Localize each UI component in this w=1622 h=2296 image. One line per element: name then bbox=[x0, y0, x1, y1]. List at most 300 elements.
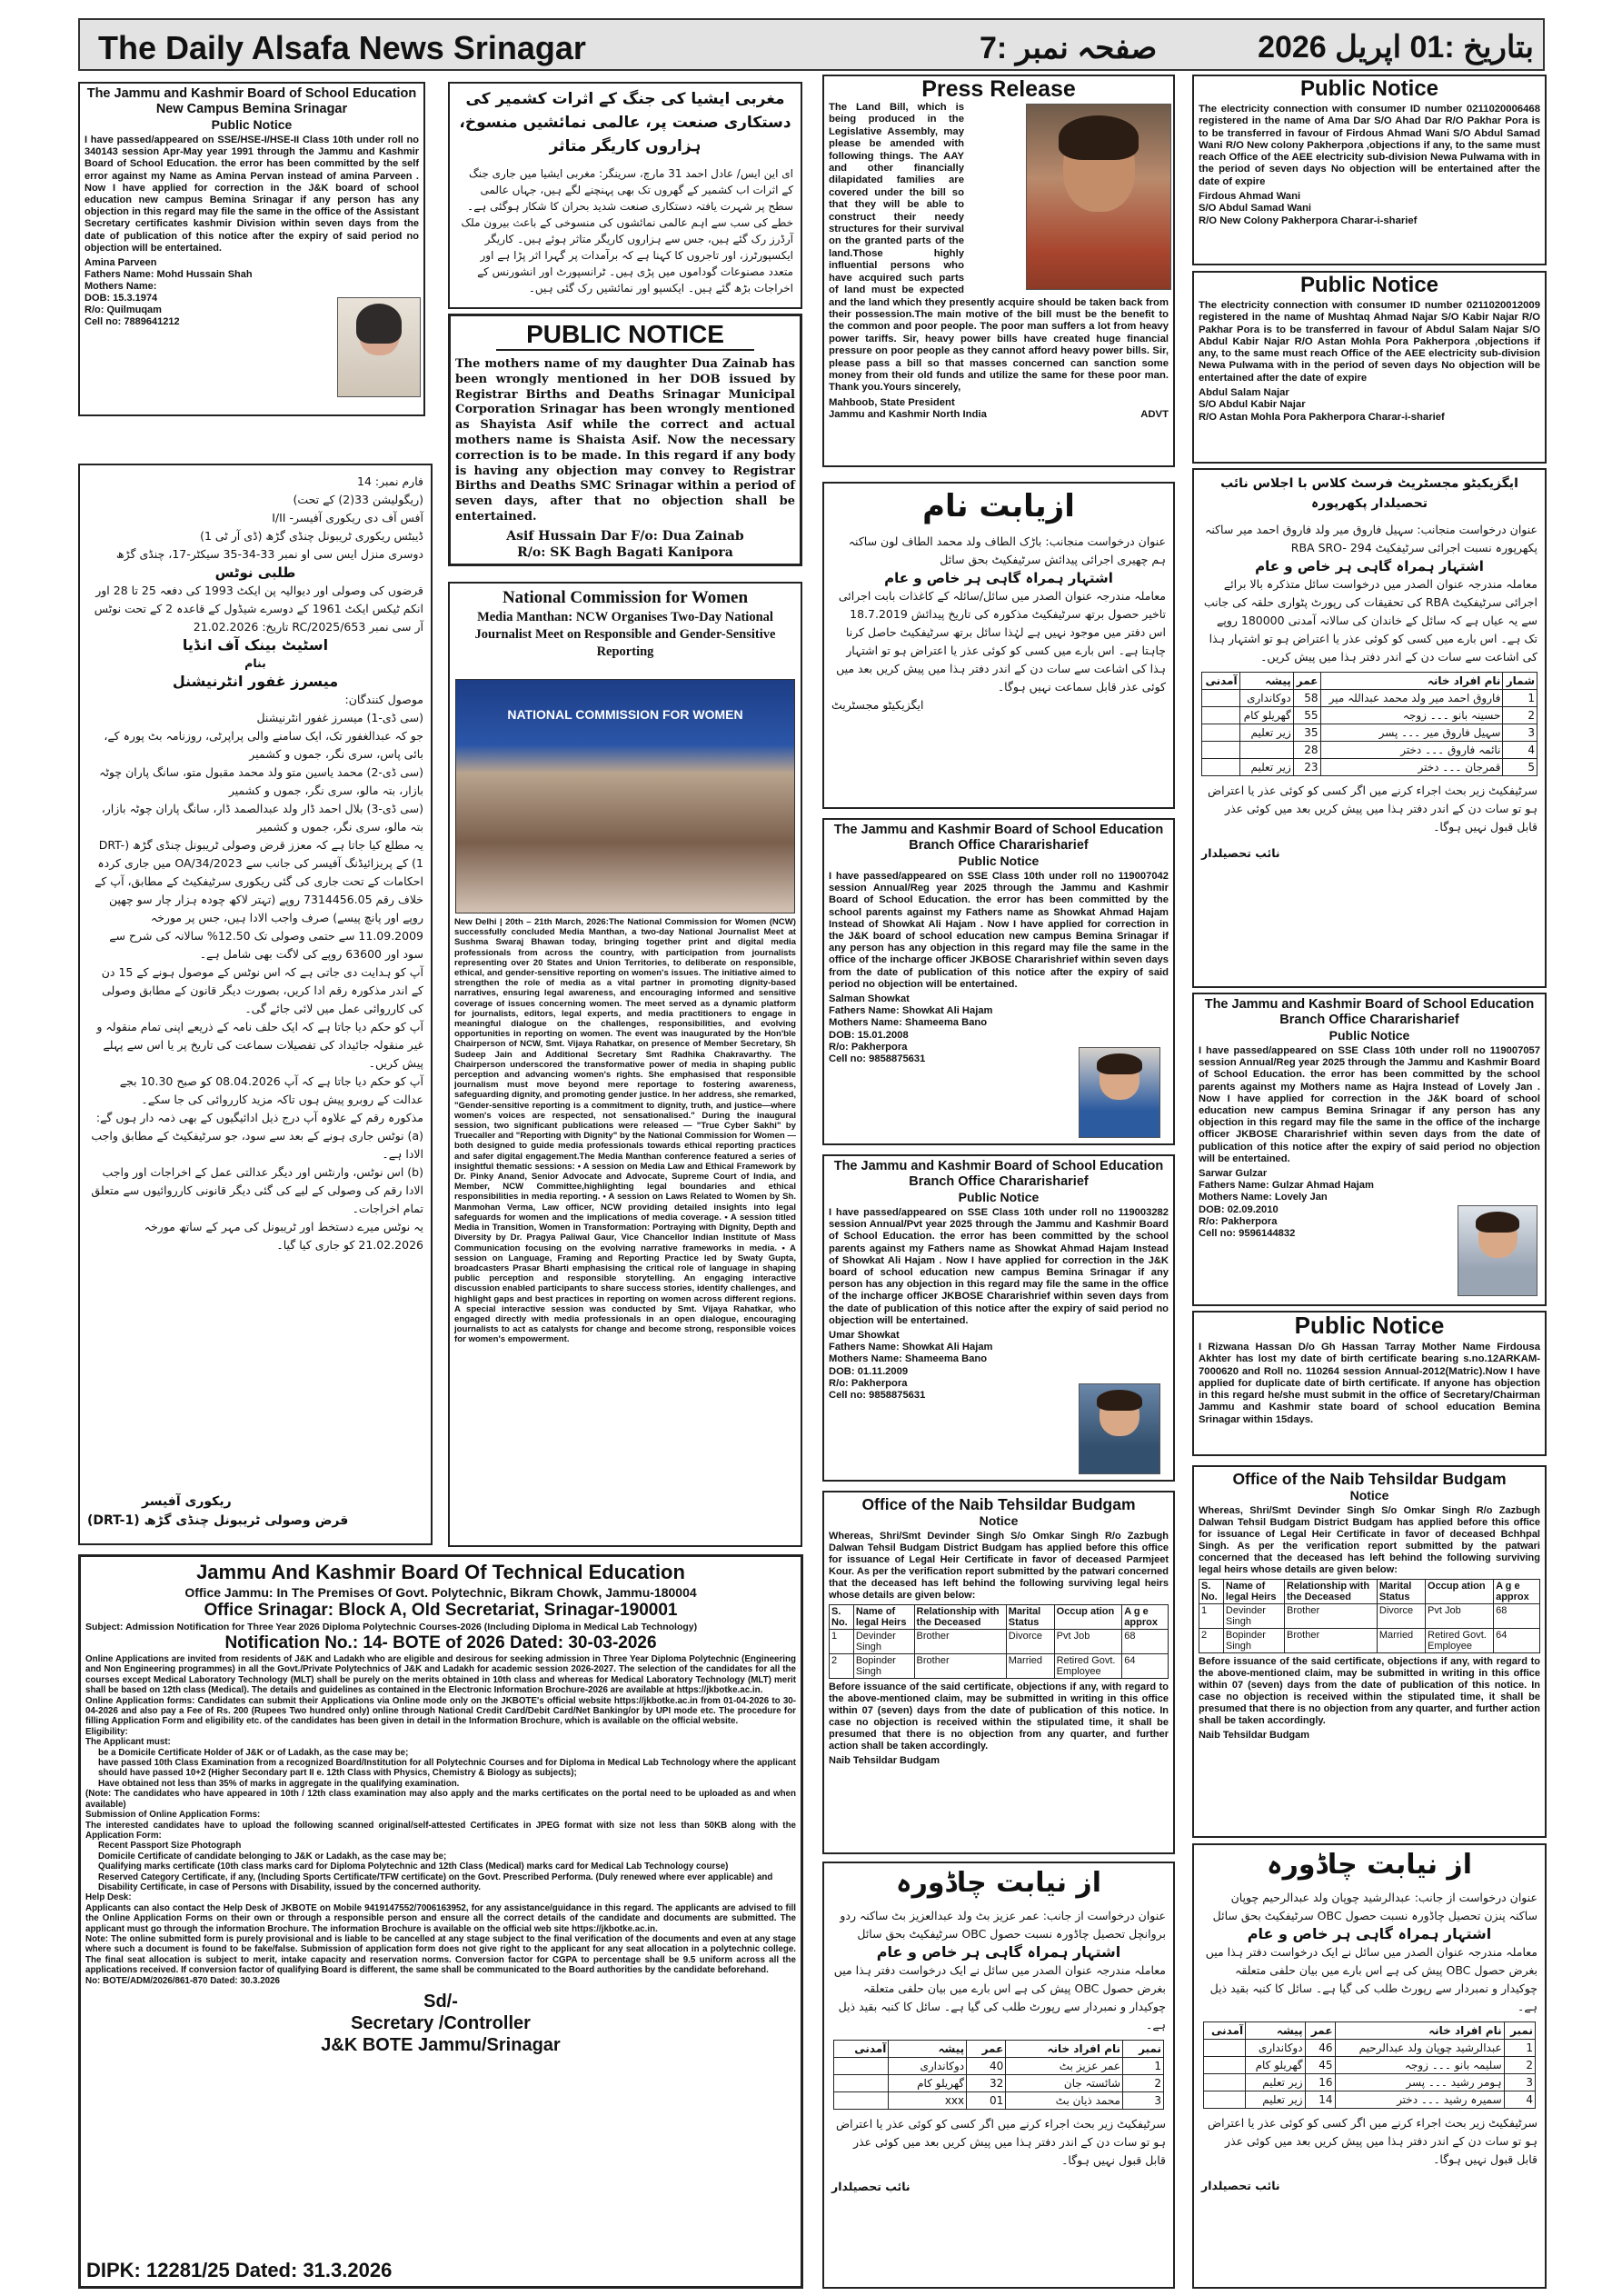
naib-tehsildar-notice-1 bbox=[822, 1491, 1175, 1854]
drt-body bbox=[80, 465, 431, 1258]
sig-father: Fathers Name: Showkat Ali Hajam bbox=[829, 1005, 993, 1017]
sig-cell: Cell no: 9858875631 bbox=[829, 1390, 926, 1402]
sig-father: Fathers Name: Mohd Hussain Shah bbox=[85, 269, 253, 281]
table-row bbox=[1202, 707, 1537, 724]
regulation: (ریگولیشن 33(2) کے تحت) bbox=[293, 493, 423, 506]
table-row bbox=[1202, 759, 1537, 776]
th-income: آمدنی bbox=[1202, 673, 1240, 690]
th-sno: S. No. bbox=[1199, 1580, 1224, 1604]
chadura-sign: نائب تحصیلدار bbox=[831, 2180, 911, 2193]
table-row bbox=[1199, 1604, 1540, 1629]
table-cell bbox=[1202, 690, 1240, 707]
family-table bbox=[1194, 670, 1545, 778]
defendant-name: میسرز غفور انٹرنیشنل bbox=[172, 673, 339, 690]
th-occupation: پیشہ bbox=[1246, 2022, 1305, 2040]
sig-residence: R/O Astan Mohla Pora Pakherpora Charar-i-sharief bbox=[1199, 411, 1445, 423]
th-occupation: پیشہ bbox=[889, 2041, 967, 2058]
exec-magistrate-notice bbox=[1192, 468, 1547, 988]
table-cell bbox=[834, 2075, 889, 2092]
drt-signature bbox=[80, 1489, 431, 1534]
ncw-article bbox=[448, 582, 802, 1547]
table-row bbox=[1202, 690, 1537, 707]
notice-body: The mothers name of my daughter Dua Zainab has been wrongly mentioned in her DOB issued by Registrar Births and Deaths Srinagar Municipal Corporation Srinagar has been wrongly mentioned as Shayista Asif while the correct and actual mothers name is Shaista Asif. Now the necessary correction is to be made. In this regard if any body is having any objection may convey to Registrar Births and Deaths SMC Srinagar within a period of seven days, after that no objection shall be entertained. bbox=[455, 357, 795, 524]
th-marital: Marital Status bbox=[1006, 1605, 1054, 1630]
applicant-photo bbox=[1458, 1205, 1537, 1296]
izabat-paragraph: معاملہ مندرجہ عنوان الصدر میں سائل/سائلہ کے کاغذات بابت اجرائی تاخیر حصول برتھ سرٹیفکیٹ مذکورہ کی تاریخ پیدائش 18.7.2019 اس دفتر میں موجود نہیں ہے لہٰذا سائل برتھ سرٹیفکیٹ حاصل کرنا چاہتا ہے۔ اس بارے میں کسی کو کوئی عذر یا اعتراض ہو تو اشتہار ہذا کی اشاعت سے سات دن کے اندر دفتر ہذا میں پیش کریں بعد میں کوئی عذر قابل سماعت نہیں ہوگا۔ bbox=[836, 589, 1166, 694]
table-cell: 32 bbox=[967, 2075, 1006, 2092]
table-row bbox=[1202, 724, 1537, 742]
bote-dipk: DIPK: 12281/25 Dated: 31.3.2026 bbox=[86, 2259, 393, 2281]
ishtihar-heading: اشتہار ہمراہ گاہی ہر خاص و عام bbox=[876, 1943, 1121, 1961]
applicant-must: The Applicant must: bbox=[85, 1737, 171, 1748]
cd3: (سی ڈی-3) بلال احمد ڈار ولد عبدالصمد ڈار، سانگ پاران چوٹہ بازار، بتہ مالو، سری نگر، جموں و کشمیر bbox=[101, 802, 423, 834]
sig-name: Sarwar Gulzar bbox=[1199, 1168, 1268, 1180]
th-age: عمر bbox=[1305, 2022, 1335, 2040]
table-cell: زیر تعلیم bbox=[1246, 2074, 1305, 2091]
th-marital: Marital Status bbox=[1377, 1580, 1425, 1604]
table-row bbox=[830, 1630, 1169, 1654]
chadura-notice-1 bbox=[822, 1862, 1175, 2289]
table-cell: شائستہ جان bbox=[1006, 2075, 1123, 2092]
table-row bbox=[1204, 2091, 1536, 2109]
elig-3: Have obtained not less than 35% of marks in aggregate in the qualifying examination. bbox=[98, 1778, 460, 1789]
urdu-news-handicraft bbox=[448, 82, 802, 309]
table-cell: 35 bbox=[1293, 724, 1320, 742]
masthead bbox=[78, 18, 1545, 71]
table-cell: Bopinder Singh bbox=[1223, 1629, 1284, 1653]
notice-body: I have passed/appeared on SSE Class 10th under roll no 119007042 session Annual/Reg year 2025 through the Jammu and Kashmir Board of School Education. the error has been committed by the school parents against my Fathers name as Showkat Ahmad Hajam Instead of Showkat Ali Hajam . Now I have applied for correction in the J&K board of school education new campus Bemina Srinagar if any person has any objection in this regard may file the same in the office of the incharge officer JKBOSE Chararishrief within seven days from the date of publication of this notice after the expiry of said period no objection will be entertained. bbox=[829, 871, 1169, 990]
sig-father: Fathers Name: Showkat Ali Hajam bbox=[829, 1342, 993, 1353]
th-occupation: Occup ation bbox=[1426, 1580, 1494, 1604]
bote-sd: Sd/- bbox=[423, 1992, 458, 2011]
magistrate-sign: ایگزیکیٹو مجسٹریٹ bbox=[831, 698, 924, 712]
applicant-photo bbox=[337, 297, 421, 397]
notice-subtitle: Public Notice bbox=[958, 854, 1040, 868]
notice-body: The electricity connection with consumer ID number 0211020006468 registered in the name of Ama Dar S/O Ahad Dar R/O Pakhar Pora is to be transferred in favour of Firdous Ahmad Wani S/O Abdul Samad Wani R/O New colony Pakherpora ,objections if any, to the same must reach Office of the AEE electricity sub-division Newa Pulwama with in the period of seven days No objection will be entertained after the date of expire bbox=[1199, 104, 1540, 187]
sig-name: Mahboob, State President bbox=[829, 396, 955, 408]
sig-name: Amina Parveen bbox=[85, 257, 157, 269]
article-subtitle: Media Manthan: NCW Organises Two-Day National Journalist Meet on Responsible and Gender-Sensitive Reporting bbox=[474, 610, 776, 659]
amina-notice bbox=[78, 82, 425, 416]
notice-title: Public Notice bbox=[1299, 76, 1439, 101]
table-cell: 1 bbox=[830, 1630, 854, 1654]
bote-notif-no: Notification No.: 14- BOTE of 2026 Dated: 30-03-2026 bbox=[224, 1633, 657, 1652]
sig-name: Abdul Salam Najar bbox=[1199, 387, 1289, 399]
sig-father: S/O Abdul Samad Wani bbox=[1199, 203, 1312, 215]
umar-notice bbox=[822, 1154, 1175, 1482]
bote-office-jammu: Office Jammu: In The Premises Of Govt. Polytechnic, Bikram Chowk, Jammu-180004 bbox=[184, 1585, 697, 1600]
table-cell: 1 bbox=[1503, 690, 1537, 707]
recipients-label: موصول کنندگان: bbox=[344, 693, 423, 706]
sig-name: Salman Showkat bbox=[829, 993, 910, 1005]
table-cell bbox=[1239, 742, 1293, 759]
notice-title: The Jammu and Kashmir Board of School Education Branch Office Chararisharief bbox=[833, 1159, 1164, 1189]
office-line: آفس آف دی ریکوری آفیسر- I/II bbox=[272, 511, 423, 524]
table-cell: Brother bbox=[1285, 1604, 1378, 1629]
article-title: National Commission for Women bbox=[502, 588, 749, 607]
table-row bbox=[1202, 742, 1537, 759]
th-relation: Relationship with the Deceased bbox=[1285, 1580, 1378, 1604]
electricity-notice-1 bbox=[1192, 75, 1547, 265]
elig-note: (Note: The candidates who have appeared in 10th / 12th class examination may also apply and the marks certificates on the portal need to be uploaded as and when available) bbox=[85, 1789, 796, 1810]
legal-heirs-table bbox=[1194, 1579, 1545, 1653]
table-cell bbox=[834, 2092, 889, 2110]
subject-line: عنوان درخواست منجانب: سہیل فاروق میر ولد فاروق احمد میر ساکنہ پکھرپورہ نسبت اجرائی سرٹیفکیٹ RBA SRO- 294 bbox=[1205, 523, 1537, 554]
table-cell: 3 bbox=[1504, 2074, 1535, 2091]
para-2: آپ کو ہدایت دی جاتی ہے کہ اس نوٹس کے موصول ہونے کے 15 دن کے اندر مذکورہ رقم ادا کریں، بصورت دیگر قانون کے مطابق وصولی کی کارروائی عمل میں لائی جائے گی۔ bbox=[101, 965, 423, 1015]
applicant-photo bbox=[1079, 1383, 1160, 1474]
table-cell: 16 bbox=[1305, 2074, 1335, 2091]
sig-cell: Cell no: 7889641212 bbox=[85, 316, 180, 328]
sig-dob: DOB: 15.3.1974 bbox=[85, 293, 158, 304]
cd2: (سی ڈی-2) محمد یاسین متو ولد محمد مقبول متو، سانگ پاران چوٹہ بازار، بتہ مالو، سری نگر، جموں و کشمیر bbox=[99, 765, 423, 797]
table-cell: Bopinder Singh bbox=[853, 1654, 914, 1679]
table-cell: 5 bbox=[1503, 759, 1537, 776]
chadura-body bbox=[1194, 1885, 1545, 2020]
th-name: نام افراد خانہ bbox=[1320, 673, 1503, 690]
table-cell: Devinder Singh bbox=[1223, 1604, 1284, 1629]
th-sno: S. No. bbox=[830, 1605, 854, 1630]
table-cell: محمد ذیان بٹ bbox=[1006, 2092, 1123, 2110]
sig-mother: Mothers Name: bbox=[85, 281, 157, 293]
elig-2: have passed 10th Class Examination from a recognized Board/Institution for all Polytechnic Courses and for Diploma in Medical Lab Technology where the applicant should have passed 10+2 (Higher Secondary part II e. 12th Class with Physics, Chemistry & Biology as subjects); bbox=[98, 1758, 796, 1779]
th-name: Name of legal Heirs bbox=[853, 1605, 914, 1630]
table-cell: Pvt Job bbox=[1054, 1630, 1122, 1654]
notice-body: I have passed/appeared on SSE Class 10th under roll no 119003282 session Annual/Pvt year 2025 through the Jammu and Kashmir Board of School Education. the error has been committed by the school parents against my Fathers name as Showkat Ahmad Hajam Instead of Showkat Ali Hajam . Now I have applied for correction in the J&K board of school education new campus Bemina Srinagar if any person has any objection in this regard may file the same in the office of the incharge officer JKBOSE Chararishrief within seven days from the date of publication of this notice after the expiry of said period no objection will be entertained. bbox=[829, 1207, 1169, 1326]
sig-residence: R/o: Quilmuqam bbox=[85, 304, 162, 316]
subject-line: عنوان درخواست از جانب: عمر عزیز بٹ ولد عبدالعزیز بٹ ساکنہ ردو بروانچل تحصیل چاڈورہ نسبت حصول OBC سرٹیفکیٹ بحق سائل bbox=[840, 1909, 1166, 1941]
table-cell: فاروق احمد میر ولد محمد عبداللہ میر bbox=[1320, 690, 1503, 707]
table-row bbox=[834, 2058, 1164, 2075]
th-serial: شمار bbox=[1503, 673, 1537, 690]
event-banner: NATIONAL COMMISSION FOR WOMEN bbox=[507, 707, 743, 722]
ishtihar-heading: اشتہار ہمراہ گاہی ہر خاص و عام bbox=[1255, 558, 1484, 574]
table-cell: Brother bbox=[914, 1630, 1006, 1654]
notice-signature: Naib Tehsildar Budgam bbox=[1199, 1730, 1310, 1741]
help-desk-body: Applicants can also contact the Help Desk of JKBOTE on Mobile 9419147552/7006163952, for any assistance/guidance in this regard. The applicants are advised to fill the Online Application Forms on their own or through a responsible person and ensure all the correct details of the candidate and documents are submitted. The applicant must go through the information Brochure. The information Brochure is available on the official web site https://jkbotke.ac.in. bbox=[85, 1902, 796, 1934]
notice-subtitle: Public Notice bbox=[1328, 1028, 1410, 1043]
bote-secretary: Secretary /Controller bbox=[351, 2013, 531, 2033]
para-1: یہ مطلع کیا جاتا ہے کہ معزز قرض وصولی ٹریبونل چنڈی گڑھ (DRT-1) کے پریزائیڈنگ آفیسر کی جانب سے OA/34/2023 میں جاری کردہ احکامات کے تحت جاری کی گئی ریکوری سرٹیفکیٹ کے مطابق، آپ کے خلاف رقم 7314456.05 روپے (تہتر لاکھ چودہ ہزار چار سو چھپن روپے اور پانچ پیسے) صرف واجب الادا ہیں، جس پر مورخہ 11.09.2009 سے حتمی وصولی تک 12.50% سالانہ کی شرح سے سود اور 63600 روپے کی لاگت بھی شامل ہے۔ bbox=[95, 838, 423, 961]
sig-dob: DOB: 02.09.2010 bbox=[1199, 1203, 1279, 1215]
table-cell bbox=[834, 2058, 889, 2075]
notice-title: Public Notice bbox=[1299, 273, 1439, 297]
drt-summons-notice bbox=[78, 464, 433, 1545]
family-table bbox=[1194, 2020, 1545, 2111]
table-cell bbox=[1204, 2057, 1246, 2074]
sig-name: Umar Showkat bbox=[829, 1330, 900, 1342]
exec-sign: نائب تحصیلدار bbox=[1201, 846, 1280, 860]
notice-signature bbox=[1194, 387, 1545, 424]
th-occupation: Occup ation bbox=[1054, 1605, 1122, 1630]
notice-title: Office of the Naib Tehsildar Budgam bbox=[1232, 1470, 1507, 1488]
bote-admission-notice bbox=[78, 1554, 803, 2289]
doc-5: Disability Certificate, in case of Persons with Disability, issued by the concerned authority. bbox=[98, 1882, 482, 1892]
table-cell: سہیل فاروق میر ۔۔۔ پسر bbox=[1320, 724, 1503, 742]
sig-father: Fathers Name: Gulzar Ahmad Hajam bbox=[1199, 1180, 1374, 1192]
sig-father: S/O Abdul Kabir Najar bbox=[1199, 399, 1306, 411]
table-cell: 14 bbox=[1305, 2091, 1335, 2109]
table-cell: 46 bbox=[1305, 2040, 1335, 2057]
notice-body: Whereas, Shri/Smt Devinder Singh S/o Omkar Singh R/o Zazbugh Dalwan Tehsil Budgam District Budgam has applied before this office for issuance of Legal Heir Certificate in favor of deceased Bchhpal Singh. As per the verification report submitted by the patwari concerned that the deceased has left behind the following surviving legal heirs whose details are given below: bbox=[1199, 1505, 1540, 1575]
cd1-address: جو کہ عبدالغفور تک، ایک سامنے والی پراپرٹی، روزنامہ بٹ پورہ کے، بائی پاس، سری نگر، جموں و کشمیر bbox=[104, 729, 423, 761]
table-cell: دوکانداری bbox=[1246, 2040, 1305, 2057]
table-row bbox=[834, 2075, 1164, 2092]
table-cell: 1 bbox=[1504, 2040, 1535, 2057]
th-age: A g e approx bbox=[1122, 1605, 1169, 1630]
press-release bbox=[822, 75, 1175, 467]
table-cell: 01 bbox=[967, 2092, 1006, 2110]
table-cell: 3 bbox=[1503, 724, 1537, 742]
table-cell: عمر عزیز بٹ bbox=[1006, 2058, 1123, 2075]
submission-intro: The interested candidates have to upload the following scanned original/self-attested Certificates in JPEG format with size not less than 50KB along with the Application Form: bbox=[85, 1820, 796, 1841]
doc-4: Reserved Category Certificate, if any, (Including Sports Certificate/TFW certificate) on the Govt. Prescribed Performa. (Duly renewed where ever applicable) and bbox=[98, 1872, 773, 1882]
recovery-officer: ریکوری آفیسر bbox=[142, 1494, 232, 1509]
notice-title: The Jammu and Kashmir Board of School Education Branch Office Chararisharief bbox=[1204, 997, 1535, 1027]
bote-org: J&K BOTE Jammu/Srinagar bbox=[321, 2035, 561, 2055]
table-cell: گھریلو کام bbox=[889, 2075, 967, 2092]
table-cell: حسینہ بانو ۔۔۔ زوجہ bbox=[1320, 707, 1503, 724]
tribunal-name: قرض وصولی ٹریبونل چنڈی گڑھ (DRT-1) bbox=[87, 1513, 349, 1528]
para-online-forms: Online Application forms: Candidates can submit their Applications via Online mode only on the JKBOTE's official website https://jkbotke.ac.in from 01-04-2026 to 30-04-2026 and also pay a Fee of Rs. 200 (Rupees Two hundred only) online through National Credit Card/Debit Card/Net Banking/or by UPI mode etc. The procedure for filling Application Form and eligibility etc. of the candidates has been given in detail in the Information Brochure, which is available on the official website. bbox=[85, 1695, 796, 1727]
table-cell bbox=[1202, 742, 1240, 759]
table-row bbox=[834, 2092, 1164, 2110]
doc-1: Recent Passport Size Photograph bbox=[98, 1841, 242, 1852]
para-5: مذکورہ رقم کے علاوہ آپ درج ذیل ادائیگیوں کے بھی ذمہ دار ہوں گے: bbox=[95, 1111, 423, 1124]
table-cell: سلیمہ بانو ۔۔۔ زوجہ bbox=[1335, 2057, 1504, 2074]
table-cell bbox=[1204, 2074, 1246, 2091]
table-row bbox=[1204, 2074, 1536, 2091]
press-text: The Land Bill, which is being produced in the Legislative Assembly, may please be amended with following things. The AAY and other financially dilapidated families are covered under the bill so that they will be able to construct their needy structures for their survival on the granted parts of the land.Those highly influential persons who have acquired such parts of land must be expected and the land which they presently acquire should be taken back from their possession.The main motive of the bill must be the benefit to the common and poor people. The poor man suffers a lot from heavy power tariffs. Sir, heavy power bills have created huge financial pressure on poor people as they cannot afford heavy power bills. Sir, please pass a bill so that masses concerned can sanction some money from their old funds and utilize the same for these poor man. Thank you.Yours sincerely, bbox=[829, 102, 1169, 394]
table-cell: گھریلو کام bbox=[1239, 707, 1293, 724]
table-cell: Retired Govt. Employee bbox=[1426, 1629, 1494, 1653]
newspaper-title: The Daily Alsafa News Srinagar bbox=[98, 29, 586, 66]
table-cell bbox=[1202, 707, 1240, 724]
table-cell: 40 bbox=[967, 2058, 1006, 2075]
notice-body: Whereas, Shri/Smt Devinder Singh S/o Omkar Singh R/o Zazbugh Dalwan Tehsil Budgam District Budgam has applied before this office for issuance of Legal Heir Certificate in favor of deceased Parmjeet Kour. As per the verification report submitted by the patwari concerned that the deceased has left behind the following surviving legal heirs whose details are given below: bbox=[829, 1531, 1169, 1601]
legal-heirs-table bbox=[824, 1604, 1173, 1679]
table-cell: دوکانداری bbox=[889, 2058, 967, 2075]
table-cell: Married bbox=[1377, 1629, 1425, 1653]
para-b: (b) اس نوٹس، وارنٹس اور دیگر عدالتی عمل کے اخراجات اور واجب الادا رقم کی وصولی کے لیے کی گئی دیگر قانونی کارروائیوں سے متعلق تمام اخراجات۔ bbox=[91, 1165, 423, 1215]
table-cell: 3 bbox=[1123, 2092, 1164, 2110]
th-income: آمدنی bbox=[834, 2041, 889, 2058]
notice-title: Public Notice bbox=[1294, 1312, 1445, 1339]
th-name: Name of legal Heirs bbox=[1223, 1580, 1284, 1604]
table-row bbox=[1199, 1629, 1540, 1653]
table-cell: 4 bbox=[1503, 742, 1537, 759]
table-cell: Retired Govt. Employee bbox=[1054, 1654, 1122, 1679]
table-cell: دوکانداری bbox=[1239, 690, 1293, 707]
help-desk-heading: Help Desk: bbox=[85, 1892, 132, 1903]
table-cell: Brother bbox=[914, 1654, 1006, 1679]
table-cell: 2 bbox=[830, 1654, 854, 1679]
table-cell: xxx bbox=[889, 2092, 967, 2110]
izabat-notice bbox=[822, 482, 1175, 809]
table-cell: Divorce bbox=[1377, 1604, 1425, 1629]
notice-subtitle: Notice bbox=[979, 1513, 1019, 1528]
act-line: قرضوں کی وصولی اور دیوالیہ پن ایکٹ 1993 کی دفعہ 25 تا 28 اور انکم ٹیکس ایکٹ 1961 کے دوسرے شیڈول کے قاعدہ 2 کے تحت نوٹس bbox=[94, 584, 423, 615]
exec-paragraph: معاملہ مندرجہ عنوان الصدر میں درخواست سائل متذکرہ بالا برائے اجرائی سرٹیفکیٹ RBA کی تحقیقات کی رپورٹ پٹواری حلقہ کی جانب سے یہ عیاں ہے کہ سائل کے خاندان کی سالانہ آمدنی 180000 روپے تک ہے۔ اس بارے میں کسی کو کوئی عذر یا اعتراض ہو تو اشتہار ہذا کی اشاعت سے سات دن کے اندر دفتر ہذا میں پیش کریں۔ bbox=[1203, 577, 1537, 664]
table-cell: 2 bbox=[1123, 2075, 1164, 2092]
naib-tehsildar-notice-2 bbox=[1192, 1465, 1547, 1838]
exec-body bbox=[1194, 517, 1545, 670]
bote-body bbox=[81, 1653, 801, 1987]
bote-note: Note: The online submitted form is purely provisional and is liable to be cancelled at any stage subject to the final verification of the documents and even at any stage where such a document is found to be fake/false. Submission of application form does not give right to the applicant for any seat allocation in a polytechnic college. The final seat allocation is subject to merit, intake capacity and reservation norms. Conversion factor for CGPA to percentage shall be 9.5 uniform across all the applications received. If conversion factor of qualifying Board is different, the same shall be communicated to the Board authorities by the candidate beforehand. bbox=[85, 1933, 796, 1976]
press-title: Press Release bbox=[921, 76, 1076, 102]
chadura-title: از نیابت چاڈورہ bbox=[896, 1867, 1101, 1899]
submission-heading: Submission of Online Application Forms: bbox=[85, 1810, 261, 1821]
th-serial: نمبر bbox=[1504, 2022, 1535, 2040]
electricity-notice-2 bbox=[1192, 271, 1547, 464]
table-cell: قمرجان ۔۔۔ دختر bbox=[1320, 759, 1503, 776]
notice-title: The Jammu and Kashmir Board of School Education New Campus Bemina Srinagar bbox=[86, 86, 417, 116]
th-serial: نمبر bbox=[1123, 2041, 1164, 2058]
sig-residence: R/O New Colony Pakherpora Charar-i-sharief bbox=[1199, 215, 1418, 226]
table-cell: 68 bbox=[1122, 1630, 1169, 1654]
table-cell: 2 bbox=[1199, 1629, 1224, 1653]
table-cell: 2 bbox=[1503, 707, 1537, 724]
sig-dob: DOB: 15.01.2008 bbox=[829, 1029, 909, 1041]
chadura-title: از نیابت چاڈورہ bbox=[1267, 1849, 1472, 1881]
subject-line: عنوان درخواست از جانب: عبدالرشید چوپان ولد عبدالرحیم چوپان ساکنہ پنزن تحصیل چاڈورہ نسبت حصول OBC سرٹیفکیٹ بحق سائل bbox=[1212, 1891, 1537, 1922]
cd1: (سی ڈی-1) میسرز غفور انٹرنیشنل bbox=[256, 711, 423, 724]
table-cell: 1 bbox=[1123, 2058, 1164, 2075]
ishtihar-heading: اشتہار ہمراہ گاہی ہر خاص و عام bbox=[884, 570, 1113, 586]
page-number: صفحہ نمبر :7 bbox=[980, 31, 1158, 65]
bote-office-srinagar: Office Srinagar: Block A, Old Secretariat, Srinagar-190001 bbox=[204, 1601, 678, 1620]
table-cell: 28 bbox=[1293, 742, 1320, 759]
table-cell: 58 bbox=[1293, 690, 1320, 707]
sig-mother: Mothers Name: Shameema Bano bbox=[829, 1353, 988, 1365]
article-body: New Delhi | 20th – 21th March, 2026:The National Commission for Women (NCW) successfully concluded Media Manthan, a two-day National Journalist Meet at Sushma Swaraj Bhawan today, bringing together print and digital media professionals from across the country, with participation from journalists representing over 20 States and Union Territories, to deliberate on responsible, ethical, and gender-sensitive reporting on women's issues. The initiative aimed to strengthen the role of media as a vital partner in promoting dignity-based narratives, ensuring legal awareness, and encouraging informed and sensitive coverage of issues concerning women. The meet served as a dynamic platform for journalists, editors, legal experts, and media practitioners to engage in meaningful dialogue on the challenges, responsibilities, and evolving opportunities in reporting on women. The event was inaugurated by the Hon'ble Chairperson of NCW, Smt. Vijaya Rahatkar, on presence of Member Secretary, Sh Sudeep Jain and Additional Secretary Smt Radhika Chakravarthy. The Chairperson underscored the transformative power of media in shaping public perception and advancing women's rights. She emphasised that responsible journalism must move beyond mere reportage to fostering awareness, safeguarding dignity, and promoting gender justice. In her address, she remarked, "Gender-sensitive reporting is a commitment to dignity, truth, and justice—where women's voices are respected, not sensationalised." During the inaugural session, two significant publications were released — "True Cyber Sakhi" by Truecaller and "Reporting with Dignity" by the National Commission for Women — both designed to guide media professionals towards ethical reporting practices and safer digital engagement.The Media Manthan conference featured a series of insightful thematic sessions: • A session on Media Law and Ethical Framework by Dr. Pinky Anand, Senior Advocate and Advocate, Supreme Court of India, and Member, NCW Committee,highlighting legal boundaries and ethical responsibilities in media reporting. • A session on Laws Related to Women by Sh. Manmohan Verma, Law officer, NCW providing detailed insights into legal safeguards for women and the implications of media coverage. • A session titled Media in Transition, Women in Transformation: Portraying with Dignity, Depth and Diversity by Dr. Pragya Paliwal Gaur, Vice Chancellor Indian Institute of Mass Communication focusing on the evolving narrative frameworks in media. • A session on Language, Framing and Reporting Practice led by Swaty Gupta, broadcasters Prasar Bharti emphasising the critical role of language in shaping public perception and responsible storytelling. An engaging interactive discussion enabled participants to share success stories, identify challenges, and highlight gaps and best practices in reporting on women across different regions. A special interactive session was conducted by Smt. Vijaya Rahatkar, who engaged directly with media professionals in an open dialogue, encouraging journalists to act as catalysts for change and become strong, responsible voices for women's empowerment. bbox=[454, 917, 796, 1345]
chadura-footer: سرٹیفکیٹ زیر بحث اجراء کرنے میں اگر کسی کو کوئی عذر یا اعتراض ہو تو سات دن کے اندر دفتر ہذا میں پیش کریں بعد میں کوئی عذر قابل قبول نہیں ہوگا۔ bbox=[836, 2117, 1166, 2167]
table-cell: سمیرہ رشید ۔۔۔ دختر bbox=[1335, 2091, 1504, 2109]
notice-body: I have passed/appeared on SSE Class 10th under roll no 119007057 session Annual/Reg year 2025 through the Jammu and Kashmir Board of School Education. the error has been committed by the school parents against my Mothers name as Hajra Instead of Lovely Jan . Now I have applied for correction in the J&K board of school education new campus Bemina Srinagar if any person has any objection in this regard may file the same in the office of the incharge officer JKBOSE Chararishrief within seven days from the date of publication of this notice after the expiry of said period no objection will be entertained. bbox=[1199, 1045, 1540, 1164]
rizwana-notice bbox=[1192, 1311, 1547, 1456]
table-cell: گھریلو کام bbox=[1246, 2057, 1305, 2074]
notice-title: The Jammu and Kashmir Board of School Education Branch Office Chararisharief bbox=[833, 823, 1164, 853]
table-row bbox=[830, 1654, 1169, 1679]
para-a: (a) نوٹس جاری ہونے کے بعد سے سود، جو سرٹیفکیٹ کے مطابق واجب الادا ہے۔ bbox=[91, 1129, 423, 1161]
table-cell bbox=[1204, 2040, 1246, 2057]
notice-heading: طلبی نوٹس bbox=[214, 564, 296, 581]
notice-footer: Before issuance of the said certificate, objections if any, with regard to the above-mentioned claim, may be submitted in writing in this office within 07 (seven) days from the date of publication of this notice. In case no objection is received within the stipulated time, it shall be presumed that there is no objection from any quarter, and further action shall be taken accordingly. bbox=[1199, 1656, 1540, 1726]
doc-2: Domicile Certificate of candidate belonging to J&K or Ladakh, as the case may be; bbox=[98, 1851, 447, 1862]
sig-cell: Cell no: 9858875631 bbox=[829, 1053, 926, 1065]
th-relation: Relationship with the Deceased bbox=[914, 1605, 1006, 1630]
versus: بنام bbox=[244, 656, 266, 670]
elig-1: be a Domicile Certificate Holder of J&K or of Ladakh, as the case may be; bbox=[98, 1747, 409, 1758]
table-row bbox=[1204, 2040, 1536, 2057]
sig-dob: DOB: 01.11.2009 bbox=[829, 1365, 909, 1377]
form-number: فارم نمبر: 14 bbox=[357, 474, 423, 488]
table-cell: 64 bbox=[1122, 1654, 1169, 1679]
table-row bbox=[1204, 2057, 1536, 2074]
notice-body: The electricity connection with consumer ID number 0211020012009 registered in the name of Mushtaq Ahmad Najar S/O Kabir Najar R/O Pakhar Pora is to be transferred in favour of Abdul Salam Najar S/O Abdul Kabir Najar R/O Astan Mohla Pora Pakherpora ,objections if any, to the same must reach Office of the AEE electricity sub-division Newa Pulwama with in the period of seven days No objection will be entertained after the date of expire bbox=[1199, 300, 1540, 384]
notice-subtitle: Public Notice bbox=[211, 117, 293, 132]
para-intro: Online Applications are invited from residents of J&K and Ladakh who are eligible and desirous for seeking admission in Three Year Diploma Polytechnic (Engineering and Non Engineering programmes) in all the Govt./Private Polytechnics of J&K and Ladakh for academic session 2026-2027. The selection of the candidates for all the courses except Medical Laboratory Technology (MLT) shall be purely on the merits obtained in 10th class and whereas for Medical Laboratory Technology (MLT) merit shall be based on 12th class (Medical). The details and guidelines as contained in the Electronic Information Brochure-2026 are available at https://jkbotke.ac.in. bbox=[85, 1654, 796, 1696]
sig-name: Firdous Ahmad Wani bbox=[1199, 191, 1301, 203]
bote-title: Jammu And Kashmir Board Of Technical Education bbox=[196, 1561, 685, 1583]
table-cell: زیر تعلیم bbox=[1246, 2091, 1305, 2109]
sig-org: Jammu and Kashmir North India bbox=[829, 409, 987, 421]
event-group-photo bbox=[455, 679, 795, 913]
exec-footer: سرٹیفکیٹ زیر بحث اجراء کرنے میں اگر کسی کو کوئی عذر یا اعتراض ہو تو سات دن کے اندر دفتر ہذا میں پیش کریں بعد میں کوئی عذر قابل قبول نہیں ہوگا۔ bbox=[1208, 784, 1537, 834]
izabat-title: ازیابت نام bbox=[922, 488, 1075, 524]
para-4: آپ کو حکم دیا جاتا ہے کہ آپ 08.04.2026 کو صبح 10.30 بجے عدالت کے روبرو پیش ہوں تاکہ مزید کارروائی کی جا سکے۔ bbox=[119, 1074, 423, 1106]
table-cell: Married bbox=[1006, 1654, 1054, 1679]
table-cell: زیر تعلیم bbox=[1239, 724, 1293, 742]
sig-residence: R/o: Pakherpora bbox=[829, 1377, 908, 1389]
notice-body: I have passed/appeared on SSE/HSE-I/HSE-II Class 10th under roll no 340143 session Apr-May year 1991 through the Jammu and Kashmir Board of School Education. the error has been committed by the self error against my Name as Amina Pervan instead of amina Parveen . Now I have applied for correction in the J&K board of school education new campus Bemina Srinagar if any person has any objection in this regard may file the same in the office of the Assistant Secretary certificates kashmir Division within seven days from the date of publication of this notice after the expiry of said period no objection will be entertained. bbox=[85, 135, 419, 254]
notice-body: I Rizwana Hassan D/o Gh Hassan Tarray Mother Name Firdousa Akhter has lost my date of birth certificate bearing s.no.12ARKAM-7000620 and Roll no. 110264 session Annual-2012(Matric).Now I have applied for duplicate date of birth certificate. If anyone has objection in this regard he/she must submit in the office of Secretary/Chairman Jammu and Kashmir state board of school education Bemina Srinagar within 15days. bbox=[1199, 1342, 1540, 1425]
notice-title: PUBLIC NOTICE bbox=[496, 320, 754, 351]
table-cell: Divorce bbox=[1006, 1630, 1054, 1654]
sig-residence: R/o: SK Bagh Bagati Kanipora bbox=[517, 544, 733, 560]
rc-line: آر سی نمبر 2025/653/RC تاریخ: 21.02.2026 bbox=[193, 620, 423, 634]
address-line: دوسری منزل ایس سی او نمبر 33-34-35 سیکٹر-17، چنڈی گڑھ bbox=[115, 547, 423, 561]
chadura-paragraph: معاملہ مندرجہ عنوان الصدر میں سائل نے ایک درخواست دفتر ہذا میں بغرض حصول OBC پیش کی ہے اس بارے میں بیان حلفی متعلقہ چوکیدار و نمبردار سے رپورٹ طلب کی گیا ہے۔ سائل کا کنبہ بقید ذیل ہے۔ bbox=[1205, 1945, 1537, 2013]
sig-name: Asif Hussain Dar F/o: Dua Zainab bbox=[506, 528, 744, 544]
table-cell: 2 bbox=[1504, 2057, 1535, 2074]
table-cell: Brother bbox=[1285, 1629, 1378, 1653]
th-name: نام افراد خانہ bbox=[1006, 2041, 1123, 2058]
table-cell bbox=[1204, 2091, 1246, 2109]
sarwar-notice bbox=[1192, 993, 1547, 1306]
notice-signature: Naib Tehsildar Budgam bbox=[829, 1755, 940, 1766]
table-cell: عبدالرشید چوپان ولد عبدالرحیم bbox=[1335, 2040, 1504, 2057]
sig-residence: R/o: Pakherpora bbox=[829, 1041, 908, 1053]
table-cell: Devinder Singh bbox=[853, 1630, 914, 1654]
dua-zainab-notice bbox=[448, 314, 802, 566]
table-cell: 23 bbox=[1293, 759, 1320, 776]
advt-label: ADVT bbox=[1140, 409, 1169, 421]
press-signature bbox=[824, 397, 1173, 422]
table-cell: 68 bbox=[1494, 1604, 1540, 1629]
table-cell: 4 bbox=[1504, 2091, 1535, 2109]
exec-title: ایگزیکیٹو مجسٹریٹ فرسٹ کلاس با اجلاس نائب تحصیلدار پکھرپورہ bbox=[1220, 476, 1518, 511]
th-age: A g e approx bbox=[1494, 1580, 1540, 1604]
chadura-paragraph: معاملہ مندرجہ عنوان الصدر میں سائل نے ایک درخواست دفتر ہذا میں بغرض حصول OBC پیش کی ہے اس بارے میں بیان حلفی متعلقہ چوکیدار و نمبردار سے رپورٹ طلب کی گیا ہے۔ سائل کا کنبہ بقید ذیل ہے۔ bbox=[833, 1963, 1166, 2031]
salman-notice bbox=[822, 818, 1175, 1145]
th-age: عمر bbox=[967, 2041, 1006, 2058]
chadura-body bbox=[824, 1903, 1173, 2038]
sig-mother: Mothers Name: Lovely Jan bbox=[1199, 1192, 1328, 1203]
sig-cell: Cell no: 9596144832 bbox=[1199, 1228, 1296, 1240]
para-3: آپ کو حکم دیا جاتا ہے کہ ایک حلف نامہ کے ذریعے اپنی تمام منقولہ و غیر منقولہ جائیداد کی تفصیلات سماعت کی تاریخ پر یا اس سے پہلے پیش کریں۔ bbox=[96, 1020, 423, 1070]
table-cell: 45 bbox=[1305, 2057, 1335, 2074]
table-cell: نائمہ فاروق ۔۔۔ دختر bbox=[1320, 742, 1503, 759]
table-cell: زیر تعلیم bbox=[1239, 759, 1293, 776]
bote-ref-no: No: BOTE/ADM/2026/861-870 Dated: 30.3.2026 bbox=[85, 1975, 280, 1986]
doc-3: Qualifying marks certificate (10th class marks card for Diploma Polytechnic and 12th Class (Medical) marks card for Medical Lab Technology course) bbox=[98, 1862, 729, 1872]
bank-name: اسٹیٹ بینک آف انڈیا bbox=[182, 636, 329, 654]
applicant-photo bbox=[1079, 1047, 1160, 1138]
chadura-footer: سرٹیفکیٹ زیر بحث اجراء کرنے میں اگر کسی کو کوئی عذر یا اعتراض ہو تو سات دن کے اندر دفتر ہذا میں پیش کریں بعد میں کوئی عذر قابل قبول نہیں ہوگا۔ bbox=[1208, 2116, 1537, 2166]
th-name: نام افراد خانہ bbox=[1335, 2022, 1504, 2040]
th-age: عمر bbox=[1293, 673, 1320, 690]
table-cell: 55 bbox=[1293, 707, 1320, 724]
family-table bbox=[824, 2038, 1173, 2111]
para-6: یہ نوٹس میرے دستخط اور ٹریبونل کی مہر کے ساتھ مورخہ 21.02.2026 کو جاری کیا گیا۔ bbox=[144, 1220, 423, 1252]
th-occupation: پیشہ bbox=[1239, 673, 1293, 690]
notice-subtitle: Public Notice bbox=[958, 1190, 1040, 1204]
table-cell: ہومر رشید ۔۔۔ پسر bbox=[1335, 2074, 1504, 2091]
table-cell: Pvt Job bbox=[1426, 1604, 1494, 1629]
news-headline: مغربی ایشیا کی جنگ کے اثرات کشمیر کی دستکاری صنعت پر، عالمی نمائشیں منسوخ، ہزاروں کاریگر متاثر bbox=[459, 90, 791, 155]
notice-signature bbox=[451, 528, 800, 561]
